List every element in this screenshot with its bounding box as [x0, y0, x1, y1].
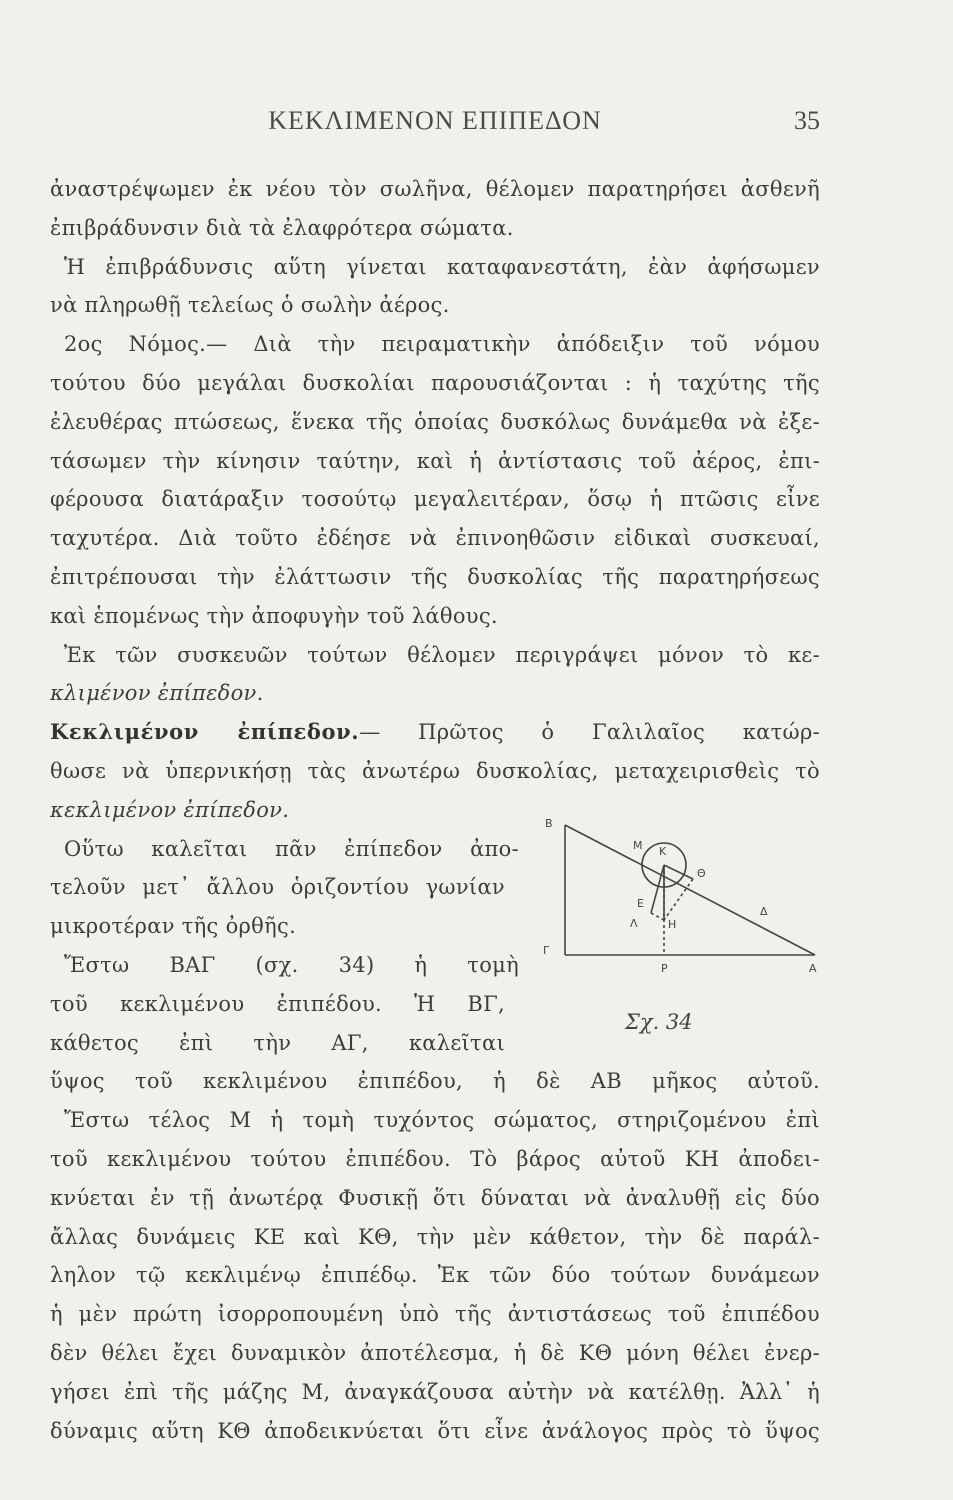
text-line: δύναμις αὕτη ΚΘ ἀποδεικνύεται ὅτι εἶνε ἀνάλογος πρὸς τὸ ὕψος [50, 1418, 820, 1443]
section-heading: Κεκλιμένον ἐπίπεδον. [50, 719, 360, 745]
text-line: Οὕτω καλεῖται πᾶν ἐπίπεδον ἀπο- [64, 836, 519, 861]
text-line: ταχυτέρα. Διὰ τοῦτο ἐδέησε νὰ ἐπινοηθῶσιν εἰδικαὶ συσκευαί, [50, 526, 820, 551]
label-b: B [545, 817, 553, 830]
page-header [50, 106, 820, 146]
text-line: τάσωμεν τὴν κίνησιν ταύτην, καὶ ἡ ἀντίστασις τοῦ ἀέρος, ἐπι- [50, 448, 820, 473]
text-line: κνύεται ἐν τῇ ἀνωτέρᾳ Φυσικῇ ὅτι δύναται νὰ ἀναλυθῇ εἰς δύο [50, 1185, 820, 1210]
text-line: ληλον τῷ κεκλιμένῳ ἐπιπέδῳ. Ἐκ τῶν δύο τούτων δυνάμεων [50, 1263, 820, 1288]
text-line: ἡ μὲν πρώτη ἰσορροπουμένη ὑπὸ τῆς ἀντιστάσεως τοῦ ἐπιπέδου [50, 1302, 820, 1327]
label-m: M [633, 839, 643, 852]
dashed-eh [651, 913, 664, 920]
label-h: H [668, 918, 677, 931]
force-ktheta [664, 865, 693, 879]
text-line: τοῦ κεκλιμένου ἐπιπέδου. Ἡ ΒΓ, [50, 991, 505, 1016]
label-k: K [659, 845, 667, 858]
text-line: ἐπιτρέπουσαι τὴν ἐλάττωσιν τῆς δυσκολίας τῆς παρατηρήσεως [50, 564, 820, 589]
text-line: τοῦ κεκλιμένου τούτου ἐπιπέδου. Τὸ βάρος αὐτοῦ ΚΗ ἀποδει- [50, 1146, 820, 1171]
text-line: δὲν θέλει ἔχει δυναμικὸν ἀποτέλεσμα, ἡ δὲ ΚΘ μόνη θέλει ἐνερ- [50, 1340, 820, 1365]
label-p: P [661, 962, 668, 975]
running-title: ΚΕΚΛΙΜΕΝΟΝ ΕΠΙΠΕΔΟΝ [268, 106, 602, 135]
text-line: Ἡ ἐπιβράδυνσις αὕτη γίνεται καταφανεστάτη, ἐὰν ἀφήσωμεν [64, 254, 820, 279]
label-theta: Θ [697, 867, 706, 880]
label-e: E [637, 897, 644, 910]
text-line: γήσει ἐπὶ τῆς μάζης Μ, ἀναγκάζουσα αὐτὴν νὰ κατέλθῃ. Ἀλλ᾽ ἡ [50, 1379, 820, 1404]
text-line: νὰ πληρωθῇ τελείως ὁ σωλὴν ἀέρος. [50, 293, 450, 318]
text-line: κλιμένον ἐπίπεδον. [50, 681, 264, 706]
text-line: κάθετος ἐπὶ τὴν ΑΓ, καλεῖται [50, 1030, 505, 1055]
label-a: A [809, 962, 817, 975]
text-line: τελοῦν μετ᾽ ἄλλου ὁριζοντίου γωνίαν [50, 875, 505, 900]
text-line: καὶ ἑπομένως τὴν ἀποφυγὴν τοῦ λάθους. [50, 603, 498, 628]
text-line: κεκλιμένον ἐπίπεδον. [50, 797, 290, 822]
label-gamma: Γ [543, 944, 550, 957]
text-line: ἀναστρέψωμεν ἐκ νέου τὸν σωλῆνα, θέλομεν παρατηρήσει ἀσθενῆ [50, 177, 820, 201]
text-line: Ἐκ τῶν συσκευῶν τούτων θέλομεν περιγράψει μόνον τὸ κε- [64, 642, 820, 667]
section-heading-line [50, 713, 820, 752]
text-line: τούτου δύο μεγάλαι δυσκολίαι παρουσιάζονται : ἡ ταχύτης τῆς [50, 370, 820, 395]
label-lambda: Λ [630, 917, 638, 930]
text-line: ἐπιβράδυνσιν διὰ τὰ ἐλαφρότερα σώματα. [50, 215, 514, 240]
page-number: 35 [794, 106, 820, 135]
text-line: μικροτέραν τῆς ὀρθῆς. [50, 914, 297, 939]
figure-caption: Σχ. 34 [625, 1010, 693, 1034]
label-delta: Δ [760, 905, 768, 918]
text-line: φέρουσα διατάραξιν τοσούτῳ μεγαλειτέραν, ὅσῳ ἡ πτῶσις εἶνε [50, 487, 820, 512]
incline-line-ab [565, 825, 815, 955]
text-line: Ἔστω τέλος Μ ἡ τομὴ τυχόντος σώματος, στηριζομένου ἐπὶ [64, 1108, 820, 1133]
text-line: ἄλλας δυνάμεις ΚΕ καὶ ΚΘ, τὴν μὲν κάθετον, τὴν δὲ παράλ- [50, 1224, 820, 1249]
text-line: ἐλευθέρας πτώσεως, ἕνεκα τῆς ὁποίας δυσκόλως δυνάμεθα νὰ ἐξε- [50, 409, 820, 434]
body-text [50, 170, 820, 1450]
text-line: Ἔστω ΒΑΓ (σχ. 34) ἡ τομὴ [64, 952, 519, 977]
text-line: ὕψος τοῦ κεκλιμένου ἐπιπέδου, ἡ δὲ ΑΒ μῆκος αὐτοῦ. [50, 1069, 820, 1094]
dashed-thetah [664, 879, 693, 920]
heading-continuation: — Πρῶτος ὁ Γαλιλαῖος κατώρ- [359, 720, 820, 745]
text-line: θωσε νὰ ὑπερνικήσῃ τὰς ἀνωτέρω δυσκολίας, μεταχειρισθεὶς τὸ [50, 758, 820, 783]
text-line: 2ος Νόμος.— Διὰ τὴν πειραματικὴν ἀπόδειξιν τοῦ νόμου [64, 332, 820, 357]
